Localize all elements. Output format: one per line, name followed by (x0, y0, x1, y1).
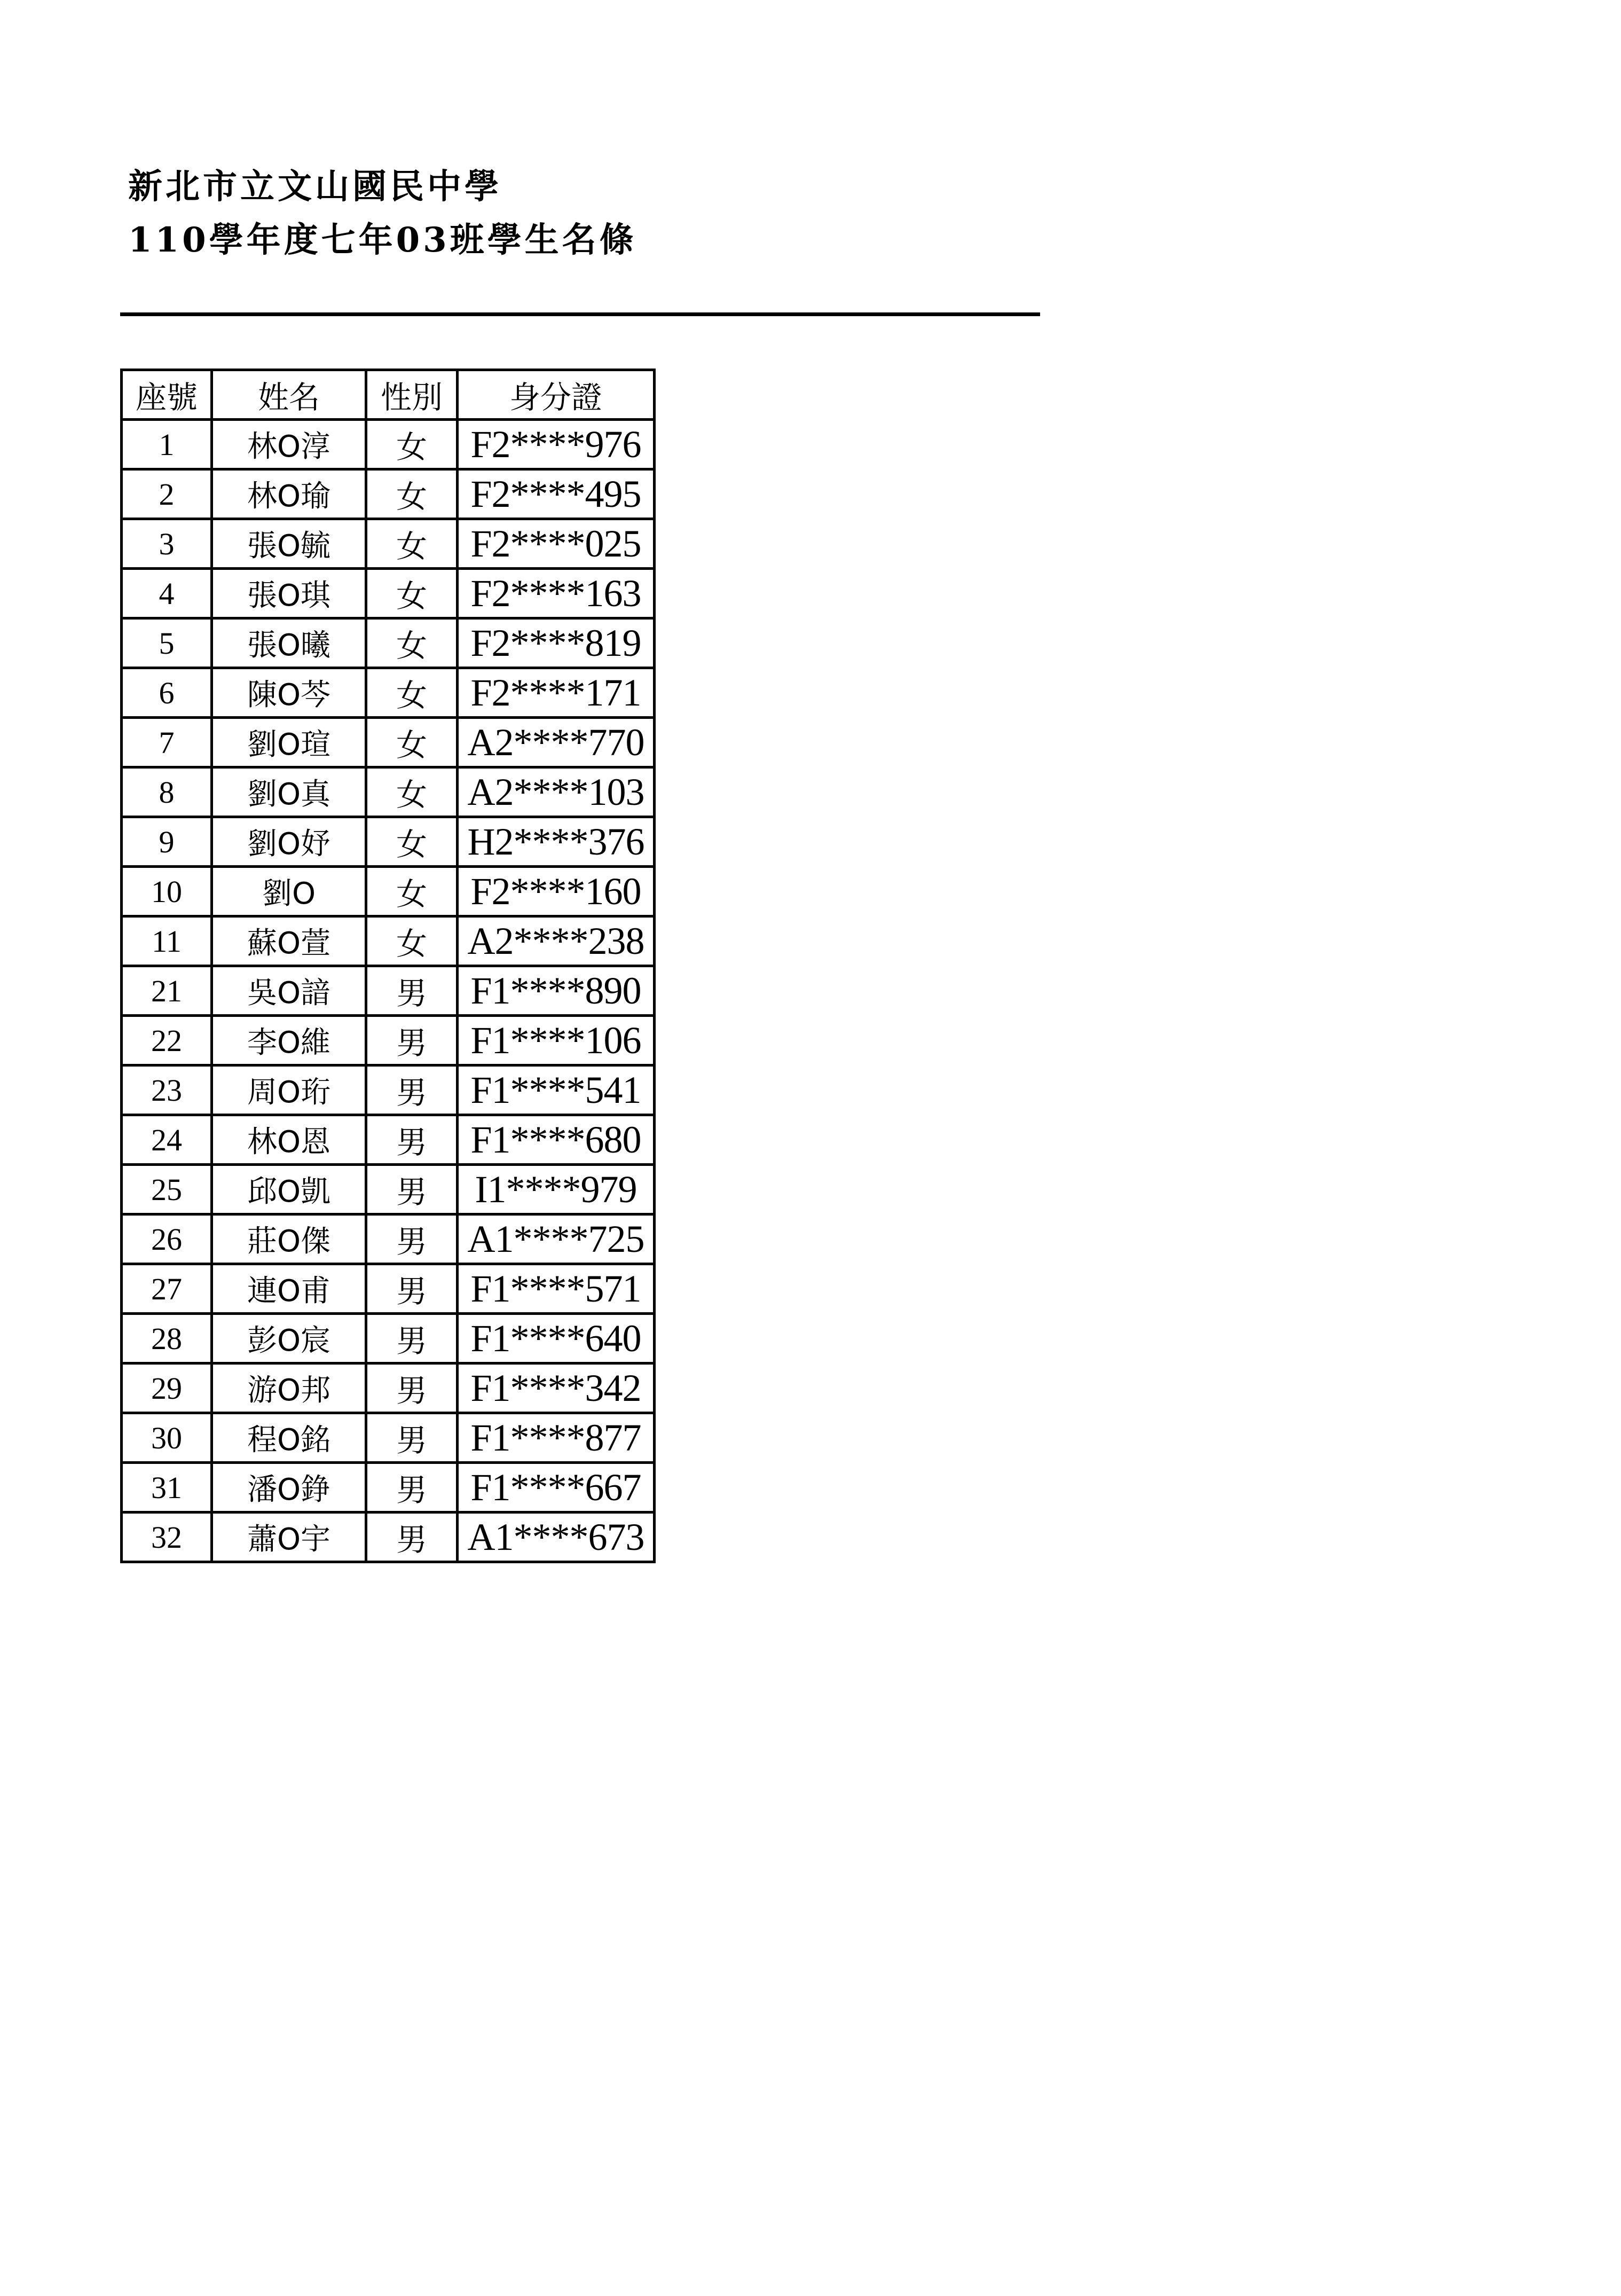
student-name-cell: 連O甫 (212, 1264, 366, 1314)
id-number-cell: F2****163 (458, 569, 655, 618)
student-name-cell: 張O琪 (212, 569, 366, 618)
gender-cell: 女 (366, 469, 458, 519)
table-row (122, 1413, 655, 1463)
student-name-cell: 莊O傑 (212, 1214, 366, 1264)
student-name-cell: 林O瑜 (212, 469, 366, 519)
table-row (122, 817, 655, 867)
table-row (122, 1463, 655, 1513)
table-row (122, 1165, 655, 1214)
gender-cell: 男 (366, 1413, 458, 1463)
gender-cell: 女 (366, 867, 458, 916)
table-row (122, 420, 655, 469)
column-header-seat: 座號 (122, 370, 212, 420)
table-row (122, 1513, 655, 1562)
seat-number-cell: 1 (122, 420, 212, 469)
id-number-cell: F1****106 (458, 1016, 655, 1065)
gender-cell: 男 (366, 966, 458, 1016)
gender-cell: 女 (366, 916, 458, 966)
table-row (122, 519, 655, 569)
table-row (122, 1264, 655, 1314)
student-name-cell: 蕭O宇 (212, 1513, 366, 1562)
gender-cell: 女 (366, 767, 458, 817)
seat-number-cell: 22 (122, 1016, 212, 1065)
gender-cell: 男 (366, 1115, 458, 1165)
seat-number-cell: 27 (122, 1264, 212, 1314)
table-row (122, 618, 655, 668)
id-number-cell: F2****171 (458, 668, 655, 718)
gender-cell: 男 (366, 1214, 458, 1264)
gender-cell: 男 (366, 1513, 458, 1562)
id-number-cell: H2****376 (458, 817, 655, 867)
student-roster-table (120, 369, 656, 1563)
student-name-cell: 彭O宸 (212, 1314, 366, 1364)
seat-number-cell: 21 (122, 966, 212, 1016)
table-row (122, 1115, 655, 1165)
seat-number-cell: 25 (122, 1165, 212, 1214)
student-name-cell: 陳O芩 (212, 668, 366, 718)
gender-cell: 女 (366, 718, 458, 767)
id-number-cell: F2****819 (458, 618, 655, 668)
table-row (122, 916, 655, 966)
id-number-cell: F1****680 (458, 1115, 655, 1165)
id-number-cell: F1****667 (458, 1463, 655, 1513)
table-body (122, 420, 655, 1562)
gender-cell: 女 (366, 668, 458, 718)
school-name: 新北市立文山國民中學 (128, 167, 502, 207)
seat-number-cell: 29 (122, 1364, 212, 1413)
student-name-cell: 張O曦 (212, 618, 366, 668)
seat-number-cell: 10 (122, 867, 212, 916)
header-divider (120, 312, 1040, 316)
seat-number-cell: 3 (122, 519, 212, 569)
table-row (122, 867, 655, 916)
table-row (122, 1214, 655, 1264)
seat-number-cell: 11 (122, 916, 212, 966)
id-number-cell: A2****103 (458, 767, 655, 817)
gender-cell: 女 (366, 519, 458, 569)
seat-number-cell: 6 (122, 668, 212, 718)
student-name-cell: 林O恩 (212, 1115, 366, 1165)
student-name-cell: 劉O真 (212, 767, 366, 817)
id-number-cell: F1****890 (458, 966, 655, 1016)
gender-cell: 男 (366, 1314, 458, 1364)
seat-number-cell: 7 (122, 718, 212, 767)
student-name-cell: 劉O妤 (212, 817, 366, 867)
gender-cell: 男 (366, 1364, 458, 1413)
table-row (122, 1314, 655, 1364)
seat-number-cell: 26 (122, 1214, 212, 1264)
gender-cell: 女 (366, 618, 458, 668)
column-header-gender: 性別 (366, 370, 458, 420)
id-number-cell: F2****025 (458, 519, 655, 569)
table-row (122, 1364, 655, 1413)
id-number-cell: I1****979 (458, 1165, 655, 1214)
student-name-cell: 周O珩 (212, 1065, 366, 1115)
gender-cell: 女 (366, 420, 458, 469)
gender-cell: 男 (366, 1016, 458, 1065)
seat-number-cell: 2 (122, 469, 212, 519)
student-name-cell: 林O淳 (212, 420, 366, 469)
student-name-cell: 游O邦 (212, 1364, 366, 1413)
id-number-cell: A2****770 (458, 718, 655, 767)
table-row (122, 569, 655, 618)
student-name-cell: 程O銘 (212, 1413, 366, 1463)
seat-number-cell: 4 (122, 569, 212, 618)
gender-cell: 男 (366, 1165, 458, 1214)
student-name-cell: 蘇O萱 (212, 916, 366, 966)
table-row (122, 718, 655, 767)
student-name-cell: 劉O瑄 (212, 718, 366, 767)
student-name-cell: 潘O錚 (212, 1463, 366, 1513)
table-header-row (122, 370, 655, 420)
table-row (122, 469, 655, 519)
document-header (128, 160, 637, 267)
table-row (122, 767, 655, 817)
table-row (122, 1065, 655, 1115)
id-number-cell: F1****877 (458, 1413, 655, 1463)
seat-number-cell: 5 (122, 618, 212, 668)
seat-number-cell: 30 (122, 1413, 212, 1463)
id-number-cell: F1****342 (458, 1364, 655, 1413)
seat-number-cell: 23 (122, 1065, 212, 1115)
seat-number-cell: 8 (122, 767, 212, 817)
gender-cell: 男 (366, 1065, 458, 1115)
seat-number-cell: 24 (122, 1115, 212, 1165)
document-title: 110學年度七年03班學生名條 (128, 220, 637, 260)
gender-cell: 女 (366, 817, 458, 867)
gender-cell: 女 (366, 569, 458, 618)
gender-cell: 男 (366, 1463, 458, 1513)
id-number-cell: A2****238 (458, 916, 655, 966)
seat-number-cell: 31 (122, 1463, 212, 1513)
id-number-cell: F1****571 (458, 1264, 655, 1314)
table-row (122, 1016, 655, 1065)
id-number-cell: A1****673 (458, 1513, 655, 1562)
student-name-cell: 邱O凱 (212, 1165, 366, 1214)
id-number-cell: F2****495 (458, 469, 655, 519)
id-number-cell: F1****541 (458, 1065, 655, 1115)
id-number-cell: A1****725 (458, 1214, 655, 1264)
student-name-cell: 張O毓 (212, 519, 366, 569)
column-header-name: 姓名 (212, 370, 366, 420)
student-name-cell: 劉O (212, 867, 366, 916)
id-number-cell: F2****976 (458, 420, 655, 469)
seat-number-cell: 32 (122, 1513, 212, 1562)
seat-number-cell: 9 (122, 817, 212, 867)
gender-cell: 男 (366, 1264, 458, 1314)
id-number-cell: F1****640 (458, 1314, 655, 1364)
table-row (122, 668, 655, 718)
id-number-cell: F2****160 (458, 867, 655, 916)
seat-number-cell: 28 (122, 1314, 212, 1364)
student-name-cell: 李O維 (212, 1016, 366, 1065)
table-row (122, 966, 655, 1016)
column-header-id: 身分證 (458, 370, 655, 420)
student-name-cell: 吳O諳 (212, 966, 366, 1016)
